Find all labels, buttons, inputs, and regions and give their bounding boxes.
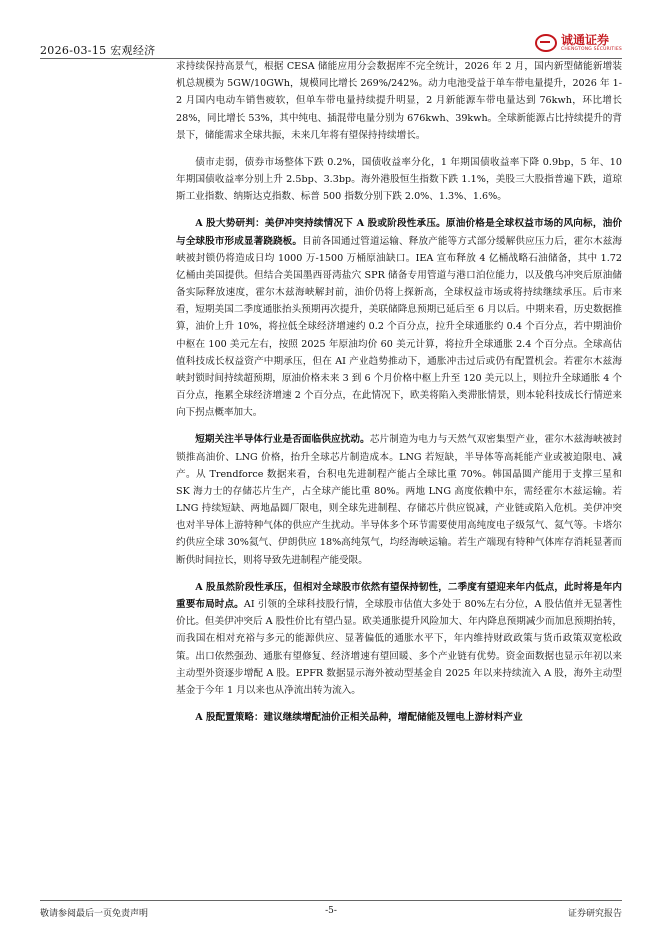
paragraph-lead: 短期关注半导体行业是否面临供应扰动。	[195, 434, 370, 446]
brand-logo	[535, 30, 622, 56]
paragraph-text: AI 引领的全球科技股行情，全球股市估值大多处于 80%左右分位，A 股估值并无显著性价比。但美伊冲突后 A 股性价比有望凸显。欧美通胀提升风险加大、年内降息预期减少而加息预期抬转，而我国在相对充裕与多元的能源供应、显著偏低的通胀水平下，年内维持财政政策与货币政策双宽松政策。出口依然强劲、通胀有望修复、经济增速有望回暖、多个产业链有优势。资金面数据也显示年初以来主动型外资逐步增配 A 股。EPFR 数据显示海外被动型基金自 2025 年以来持续流入 A 股，海外主动型基金于今年 1 月以来也从净流出转为流入。	[176, 598, 623, 696]
logo-name-cn: 诚通证券	[560, 32, 609, 47]
report-body	[176, 58, 622, 736]
paragraph	[176, 58, 622, 144]
chengtong-logo-icon	[535, 34, 557, 52]
paragraph	[176, 709, 622, 726]
paragraph-lead: A 股配置策略：建议继续增配油价正相关品种，增配储能及锂电上游材料产业	[195, 712, 523, 724]
footer-disclaimer: 敬请参阅最后一页免责声明	[40, 909, 149, 919]
header-date: 2026-03-15	[40, 44, 107, 57]
paragraph	[176, 579, 622, 699]
page-footer	[40, 900, 622, 920]
paragraph	[176, 431, 622, 568]
paragraph-lead: A 股虽然阶段性承压，但相对全球股市依然有望保持韧性，二季度有望迎来年内低点，此时将是年内重要布局时点。	[176, 581, 622, 610]
header-date-category	[40, 42, 155, 58]
paragraph-text: 芯片制造为电力与天然气双密集型产业，霍尔木兹海峡被封锁推高油价、LNG 价格，抬升全球芯片制造成本。LNG 若短缺，半导体等高耗能产业或被迫限电、减产。从 Trendforce 数据来看，台积电先进制程产能占全球比重 70%。韩国晶圆产能用于支撑三星和 SK 海力士的存储芯片生产，占全球产能比重 80%。两地 LNG 高度依赖中东，需经霍尔木兹运输。若 LNG 持续短缺、两地晶圆厂限电，则全球先进制程、存储芯片供应锐减，产业链或陷入危机。美伊冲突也对半导体上游特种气体的供应产生扰动。半导体多个环节需要使用高纯度电子级氖气、氦气等。卡塔尔约供应全球 30%氦气、伊朗供应 18%高纯氖气，均经海峡运输。若生产端现有特种气体库存消耗显著而断供时间拉长，则将导致先进制程产能受限。	[176, 434, 623, 566]
paragraph-text: 目前各国通过管道运输、释放产能等方式部分缓解供应压力后，霍尔木兹海峡被封锁仍将造成日均 1000 万-1500 万桶原油缺口。IEA 宣布释放 4 亿桶战略石油储备，其中 1.72 亿桶由美国提供。但结合美国墨西哥湾盐穴 SPR 储备专用管道与港口泊位能力，以及俄乌冲突后原油储备实际释放速度，霍尔木兹海峡解封前，油价仍将上探新高，全球权益市场或将持续继续承压。后市来看，短期美国二季度通胀抬头预期再次提升，美联储降息预期已延后至 6 月以后。中期来看，历史数据推算，油价上升 10%，将拉低全球经济增速约 0.2 个百分点，拉升全球通胀约 0.4 个百分点，若中期油价中枢在 100 美元左右，按照 2025 年原油均价 60 美元计算，将拉升全球通胀 2.4 个百分点。全球高估值科技成长权益资产中期承压，但在 AI 产业趋势推动下，通胀冲击过后或仍有配置机会。若霍尔木兹海峡封锁时间持续超预期，原油价格未来 3 到 6 个月价格中枢上升至 120 美元以上，则拉升全球通胀 4 个百分点，拖累全球经济增速 2 个百分点，在此情况下，欧美将陷入类滞胀情景，则本轮科技成长行情逆来向下拐点概率加大。	[176, 235, 623, 419]
footer-divider	[40, 900, 622, 901]
paragraph	[176, 215, 622, 421]
header-category: 宏观经济	[110, 44, 156, 57]
footer-report-type: 证券研究报告	[567, 909, 622, 919]
paragraph-lead: A 股大势研判：美伊冲突持续情况下 A 股或阶段性承压。原油价格是全球权益市场的风向标，油价与全球股市形成显著跷跷板。	[176, 218, 622, 247]
paragraph-text: 求持续保持高景气，根据 CESA 储能应用分会数据库不完全统计，2026 年 2 月，国内新型储能新增装机总规模为 5GW/10GWh，规模同比增长 269%/242%。动力电池受益于单车带电量提升，2026 年 1-2 月国内电动车销售疲软，但单车带电量持续提升明显，2 月新能源车带电量达到 76kwh，环比增长 28%，同比增长 53%，其中纯电、插混带电量分别为 676kwh、39kwh。全球新能源占比持续提升的背景下，储能需求全球共振，未来几年将有望保持持续增长。	[176, 61, 622, 141]
page-header	[40, 30, 622, 58]
paragraph	[176, 154, 622, 206]
page-number: -5-	[325, 906, 337, 916]
logo-name-en: CHENGTONG SECURITIES	[560, 46, 622, 52]
logo-text	[561, 34, 622, 53]
paragraph-text: 债市走弱，债券市场整体下跌 0.2%，国债收益率分化，1 年期国债收益率下降 0.9bp，5 年、10 年期国债收益率分别上升 2.5bp、3.3bp。海外港股恒生指数下跌 1.1%，美股三大股指普遍下跌，道琼斯工业指数、纳斯达克指数、标普 500 指数分别下跌 2.0%、1.3%、1.6%。	[176, 156, 622, 203]
